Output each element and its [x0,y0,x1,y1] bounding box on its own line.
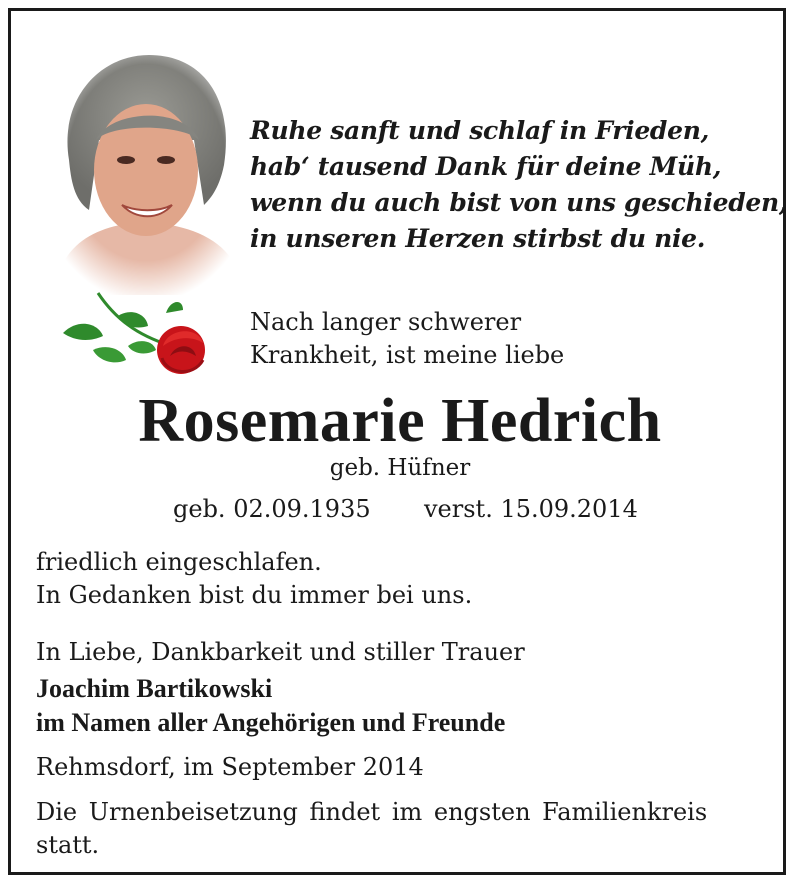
funeral-note [36,796,707,862]
death-date: verst. 15.09.2014 [424,495,638,523]
poem [250,113,787,257]
intro-line: Nach langer schwerer [250,308,522,336]
message [36,546,472,612]
funeral-note-line: Die Urnenbeisetzung findet im engsten Familienkreis [36,798,708,826]
message-line: In Gedanken bist du immer bei uns. [36,581,473,609]
poem-line: in unseren Herzen stirbst du nie. [250,224,706,253]
poem-line: Ruhe sanft und schlaf in Frieden, [250,116,709,145]
portrait-photo [44,40,249,295]
message-line: friedlich eingeschlafen. [36,548,322,576]
intro-text [250,306,564,372]
intro-line: Krankheit, ist meine liebe [250,341,565,369]
birth-date: geb. 02.09.1935 [173,495,371,523]
poem-line: hab‘ tausend Dank für deine Müh, [250,152,722,181]
mourner-name: Joachim Bartikowski [36,674,273,703]
maiden-name: geb. Hüfner [329,455,471,481]
mourners-on-behalf: im Namen aller Angehörigen und Freunde [36,708,506,737]
place-date: Rehmsdorf, im September 2014 [36,753,424,781]
poem-line: wenn du auch bist von uns geschieden, [250,188,788,217]
rose-icon [58,288,218,388]
mourners-intro: In Liebe, Dankbarkeit und stiller Trauer [36,638,525,666]
deceased-name: Rosemarie Hedrich [138,387,662,455]
funeral-note-line: statt. [36,831,100,859]
